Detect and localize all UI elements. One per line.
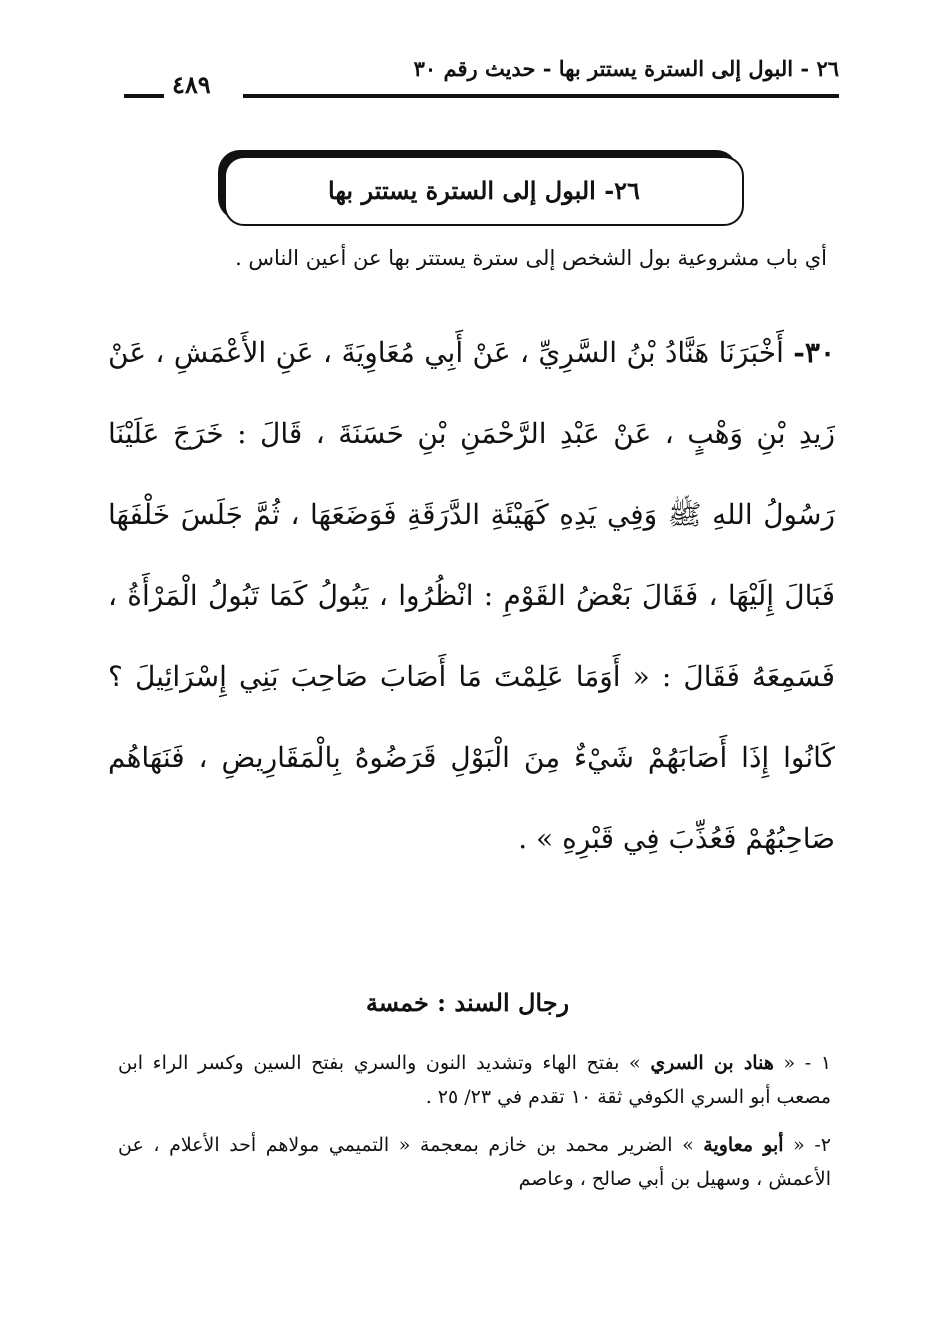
chapter-title: ٢٦- البول إلى السترة يستتر بها: [328, 176, 640, 205]
hadith-text-block: [108, 312, 835, 879]
hadith-text: أَخْبَرَنَا هَنَّادُ بْنُ السَّرِيِّ ، عَنْ أَبِي مُعَاوِيَةَ ، عَنِ الأَعْمَشِ ، عَنْ زَيدِ بْنِ وَهْبٍ ، عَنْ عَبْدِ الرَّحْمَنِ بْنِ حَسَنَةَ ، قَالَ : خَرَجَ عَلَيْنَا رَسُولُ اللهِ ﷺ وَفِي يَدِهِ كَهَيْئَةِ الدَّرَقَةِ فَوَضَعَهَا ، ثُمَّ جَلَسَ خَلْفَهَا فَبَالَ إِلَيْهَا ، فَقَالَ بَعْضُ القَوْمِ : انْظُرُوا ، يَبُولُ كَمَا تَبُولُ الْمَرْأَةُ ، فَسَمِعَهُ فَقَالَ : « أَوَمَا عَلِمْتَ مَا أَصَابَ صَاحِبَ بَنِي إِسْرَائِيلَ ؟ كَانُوا إِذَا أَصَابَهُمْ شَيْءٌ مِنَ الْبَوْلِ قَرَضُوهُ بِالْمَقَارِيضِ ، فَنَهَاهُم صَاحِبُهُمْ فَعُذِّبَ فِي قَبْرِهِ » .: [108, 336, 836, 855]
narrator-note: [118, 1128, 831, 1196]
page-number: ٤٨٩: [172, 70, 211, 99]
note-prefix: ١ - «: [783, 1052, 832, 1074]
header-rule: [243, 94, 839, 98]
narrator-name: أبو معاوية: [703, 1134, 784, 1156]
narrator-notes: [118, 1046, 831, 1210]
running-title: ٢٦ - البول إلى السترة يستتر بها - حديث رقم ٣٠: [413, 56, 839, 81]
section-title: رجال السند : خمسة: [365, 988, 570, 1017]
narrator-name: هناد بن السري: [650, 1052, 774, 1074]
chapter-box-frame: [224, 156, 744, 226]
note-prefix: ٢- «: [793, 1134, 831, 1156]
note-text: » الضرير محمد بن خازم بمعجمة « التميمي مولاهم أحد الأعلام ، عن الأعمش ، وسهيل بن أبي صالح ، وعاصم: [118, 1134, 831, 1190]
hadith-number: ٣٠-: [793, 336, 835, 369]
chapter-title-box: [218, 150, 744, 226]
chapter-intro: أي باب مشروعية بول الشخص إلى سترة يستتر بها عن أعين الناس .: [235, 246, 827, 270]
narrator-note: [118, 1046, 831, 1114]
header-rule-short: [124, 94, 164, 98]
note-text: » بفتح الهاء وتشديد النون والسري بفتح السين وكسر الراء ابن مصعب أبو السري الكوفي ثقة ١٠ تقدم في ٢٣/ ٢٥ .: [118, 1052, 831, 1108]
running-header: [110, 54, 839, 99]
